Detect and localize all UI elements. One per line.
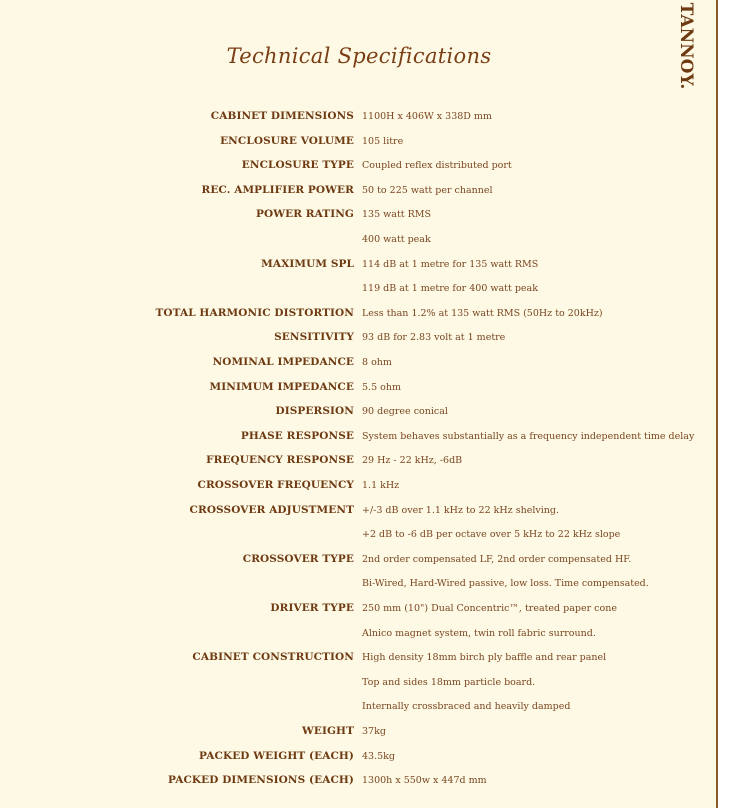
spec-row [0, 184, 718, 200]
spec-row [0, 577, 718, 593]
spec-row [0, 430, 718, 446]
spec-label: WEIGHT [301, 725, 354, 737]
spec-label: MAXIMUM SPL [261, 257, 354, 270]
page-title: Technical Specifications [226, 44, 492, 68]
spec-row [0, 479, 718, 495]
spec-value: Less than 1.2% at 135 watt RMS (50Hz to 20kHz) [362, 307, 603, 319]
spec-value: Internally crossbraced and heavily damped [362, 701, 571, 713]
spec-label: REC. AMPLIFIER POWER [201, 183, 354, 196]
spec-label: PHASE RESPONSE [240, 429, 354, 442]
spec-row [0, 381, 718, 397]
spec-label: MINIMUM IMPEDANCE [209, 380, 354, 393]
spec-value: Alnico magnet system, twin roll fabric surround. [362, 627, 596, 639]
spec-label: CROSSOVER ADJUSTMENT [189, 503, 354, 516]
spec-row [0, 307, 718, 323]
spec-row [0, 700, 718, 716]
spec-row [0, 528, 718, 544]
spec-label: POWER RATING [255, 208, 354, 221]
spec-value: 37kg [362, 726, 386, 737]
spec-value: 29 Hz - 22 kHz, -6dB [362, 455, 463, 467]
spec-label: PACKED WEIGHT (EACH) [199, 749, 354, 762]
spec-row [0, 208, 718, 224]
spec-value: Top and sides 18mm particle board. [362, 676, 536, 688]
spec-row [0, 504, 718, 520]
spec-value: 135 watt RMS [362, 209, 431, 221]
spec-row [0, 676, 718, 692]
spec-row [0, 725, 718, 741]
spec-row [0, 602, 718, 618]
spec-value: 250 mm (10") Dual Concentric™, treated paper cone [362, 603, 617, 614]
spec-value: +/-3 dB over 1.1 kHz to 22 kHz shelving. [362, 504, 559, 516]
spec-value: 400 watt peak [362, 234, 431, 245]
spec-row [0, 135, 718, 151]
spec-row [0, 454, 718, 470]
spec-value: 1100H x 406W x 338D mm [362, 111, 492, 122]
spec-row [0, 553, 718, 569]
spec-value: 5.5 ohm [362, 381, 401, 393]
spec-value: 114 dB at 1 metre for 135 watt RMS [362, 258, 539, 270]
spec-value: 1300h x 550w x 447d mm [362, 775, 487, 787]
spec-row [0, 774, 718, 790]
spec-label: PACKED DIMENSIONS (EACH) [167, 774, 354, 787]
spec-label: DRIVER TYPE [270, 602, 354, 614]
spec-value: 105 litre [362, 135, 404, 147]
spec-label: DISPERSION [275, 405, 354, 418]
spec-row [0, 651, 718, 667]
spec-label: ENCLOSURE TYPE [241, 159, 354, 172]
spec-value: Coupled reflex distributed port [362, 160, 512, 172]
spec-label: CROSSOVER FREQUENCY [197, 479, 354, 491]
spec-label: ENCLOSURE VOLUME [220, 134, 354, 147]
spec-row [0, 627, 718, 643]
spec-value: 93 dB for 2.83 volt at 1 metre [362, 332, 506, 344]
spec-row [0, 233, 718, 249]
spec-label: TOTAL HARMONIC DISTORTION [155, 306, 354, 319]
spec-value: 8 ohm [362, 357, 392, 368]
spec-value: +2 dB to -6 dB per octave over 5 kHz to 22 kHz slope [362, 529, 621, 541]
spec-row [0, 282, 718, 298]
spec-row [0, 356, 718, 372]
spec-value: High density 18mm birch ply baffle and rear panel [362, 652, 607, 664]
spec-value: Bi-Wired, Hard-Wired passive, low loss. Time compensated. [362, 578, 649, 590]
spec-row [0, 110, 718, 126]
spec-value: System behaves substantially as a frequency independent time delay [362, 430, 695, 442]
spec-label: SENSITIVITY [274, 331, 354, 344]
spec-value: 50 to 225 watt per channel [362, 184, 493, 196]
spec-row [0, 331, 718, 347]
spec-value: 2nd order compensated LF, 2nd order compensated HF. [362, 553, 632, 565]
spec-value: 1.1 kHz [362, 480, 400, 491]
spec-label: CABINET CONSTRUCTION [192, 651, 354, 664]
spec-value: 119 dB at 1 metre for 400 watt peak [362, 283, 538, 295]
spec-row [0, 258, 718, 274]
spec-row [0, 159, 718, 175]
spec-label: FREQUENCY RESPONSE [206, 454, 354, 467]
spec-row [0, 405, 718, 421]
spec-label: NOMINAL IMPEDANCE [212, 356, 354, 368]
spec-value: 43.5kg [362, 750, 395, 762]
spec-value: 90 degree conical [362, 406, 448, 418]
spec-label: CROSSOVER TYPE [242, 552, 354, 565]
spec-label: CABINET DIMENSIONS [210, 110, 354, 122]
tannoy-logo: TANNOY. [676, 2, 696, 90]
spec-row [0, 750, 718, 766]
